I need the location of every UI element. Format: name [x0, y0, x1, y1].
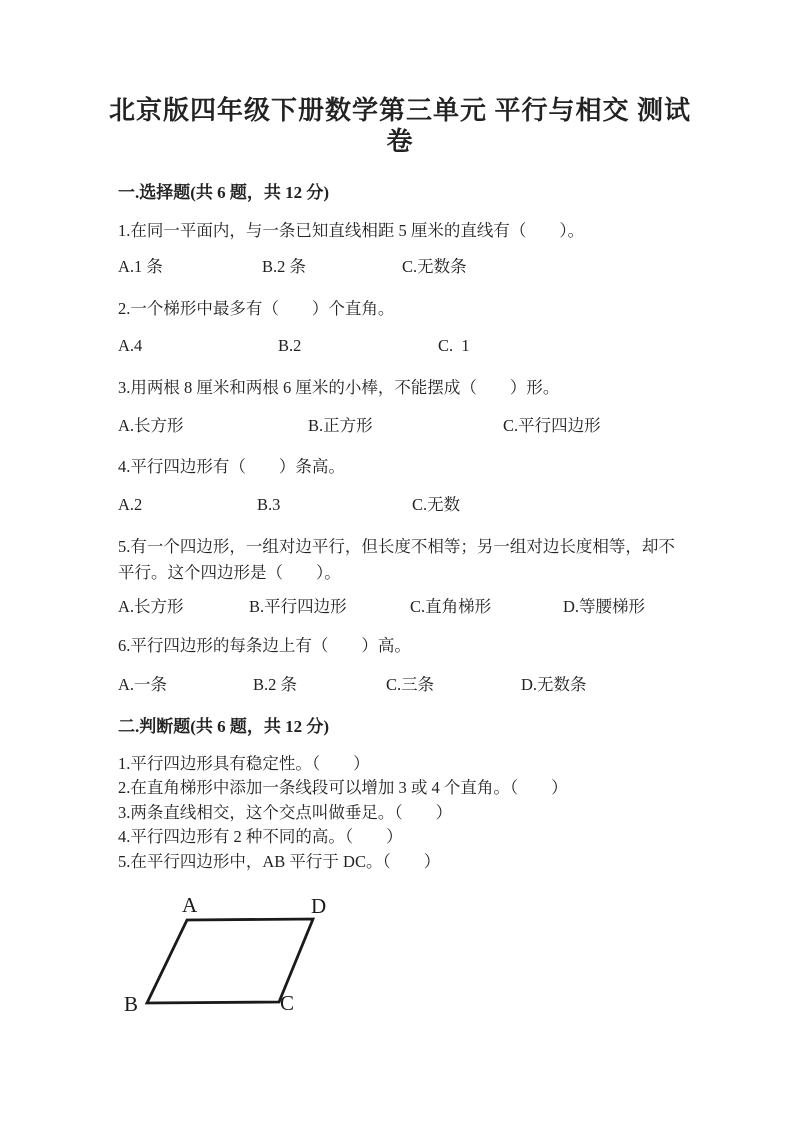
judge-items: [118, 752, 568, 874]
vertex-label-b: B: [124, 992, 139, 1016]
question-3-text: 3.用两根 8 厘米和两根 6 厘米的小棒，不能摆成（ ）形。: [118, 378, 560, 397]
vertex-label-d: D: [311, 894, 327, 918]
question-3-options: [118, 416, 738, 438]
question-5-text: [118, 534, 675, 585]
question-1-options: [118, 257, 738, 279]
question-2-options: [118, 336, 738, 358]
question-3-option-c: C.平行四边形: [503, 416, 601, 435]
section-heading-judge: 二.判断题(共 6 题，共 12 分): [118, 717, 330, 736]
question-5-option-b: B.平行四边形: [249, 597, 347, 616]
question-5-option-a: A.长方形: [118, 597, 184, 616]
question-5-option-d: D.等腰梯形: [563, 597, 646, 616]
question-4-option-c: C.无数: [412, 495, 461, 514]
question-2-option-b: B.2: [278, 336, 302, 355]
page-title: [0, 95, 800, 157]
question-3-option-b: B.正方形: [308, 416, 373, 435]
question-2-option-c: C. 1: [438, 336, 470, 355]
question-5-options: [118, 597, 738, 619]
question-1-option-a: A.1 条: [118, 257, 163, 276]
judge-item-4: 4.平行四边形有 2 种不同的高。（ ）: [118, 827, 403, 847]
question-4-option-a: A.2: [118, 495, 143, 514]
judge-item-1: 1.平行四边形具有稳定性。（ ）: [118, 754, 370, 773]
question-5-option-c: C.直角梯形: [410, 597, 492, 616]
question-6-option-c: C.三条: [386, 675, 435, 694]
page-title-line-2: 卷: [386, 127, 414, 156]
section-heading-choice: 一.选择题(共 6 题，共 12 分): [118, 183, 330, 202]
question-2-text: 2.一个梯形中最多有（ ）个直角。: [118, 299, 395, 318]
question-4-option-b: B.3: [257, 495, 281, 514]
question-5-text-line-2: 平行。这个四边形是（ ）。: [118, 562, 341, 582]
page-title-line-1: 北京版四年级下册数学第三单元 平行与相交 测试: [108, 96, 691, 125]
question-6-options: [118, 675, 738, 697]
question-6-option-d: D.无数条: [521, 675, 587, 694]
question-3-option-a: A.长方形: [118, 416, 184, 435]
parallelogram-figure: [100, 880, 350, 1020]
question-2-option-a: A.4: [118, 336, 143, 355]
judge-item-5: 5.在平行四边形中，AB 平行于 DC。（ ）: [118, 851, 441, 871]
question-1-text: 1.在同一平面内，与一条已知直线相距 5 厘米的直线有（ ）。: [118, 221, 585, 240]
question-6-text: 6.平行四边形的每条边上有（ ）高。: [118, 636, 411, 655]
vertex-label-c: C: [280, 991, 295, 1015]
question-5-text-line-1: 5.有一个四边形，一组对边平行，但长度不相等；另一组对边长度相等，却不: [118, 537, 675, 556]
question-6-option-a: A.一条: [118, 675, 168, 694]
judge-item-2: 2.在直角梯形中添加一条线段可以增加 3 或 4 个直角。（ ）: [118, 778, 568, 798]
question-6-option-b: B.2 条: [253, 675, 298, 694]
question-1-option-c: C.无数条: [402, 257, 467, 276]
vertex-label-a: A: [182, 893, 198, 917]
question-1-option-b: B.2 条: [262, 257, 307, 276]
question-4-text: 4.平行四边形有（ ）条高。: [118, 457, 345, 476]
question-4-options: [118, 495, 738, 517]
judge-item-3: 3.两条直线相交，这个交点叫做垂足。（ ）: [118, 802, 453, 822]
